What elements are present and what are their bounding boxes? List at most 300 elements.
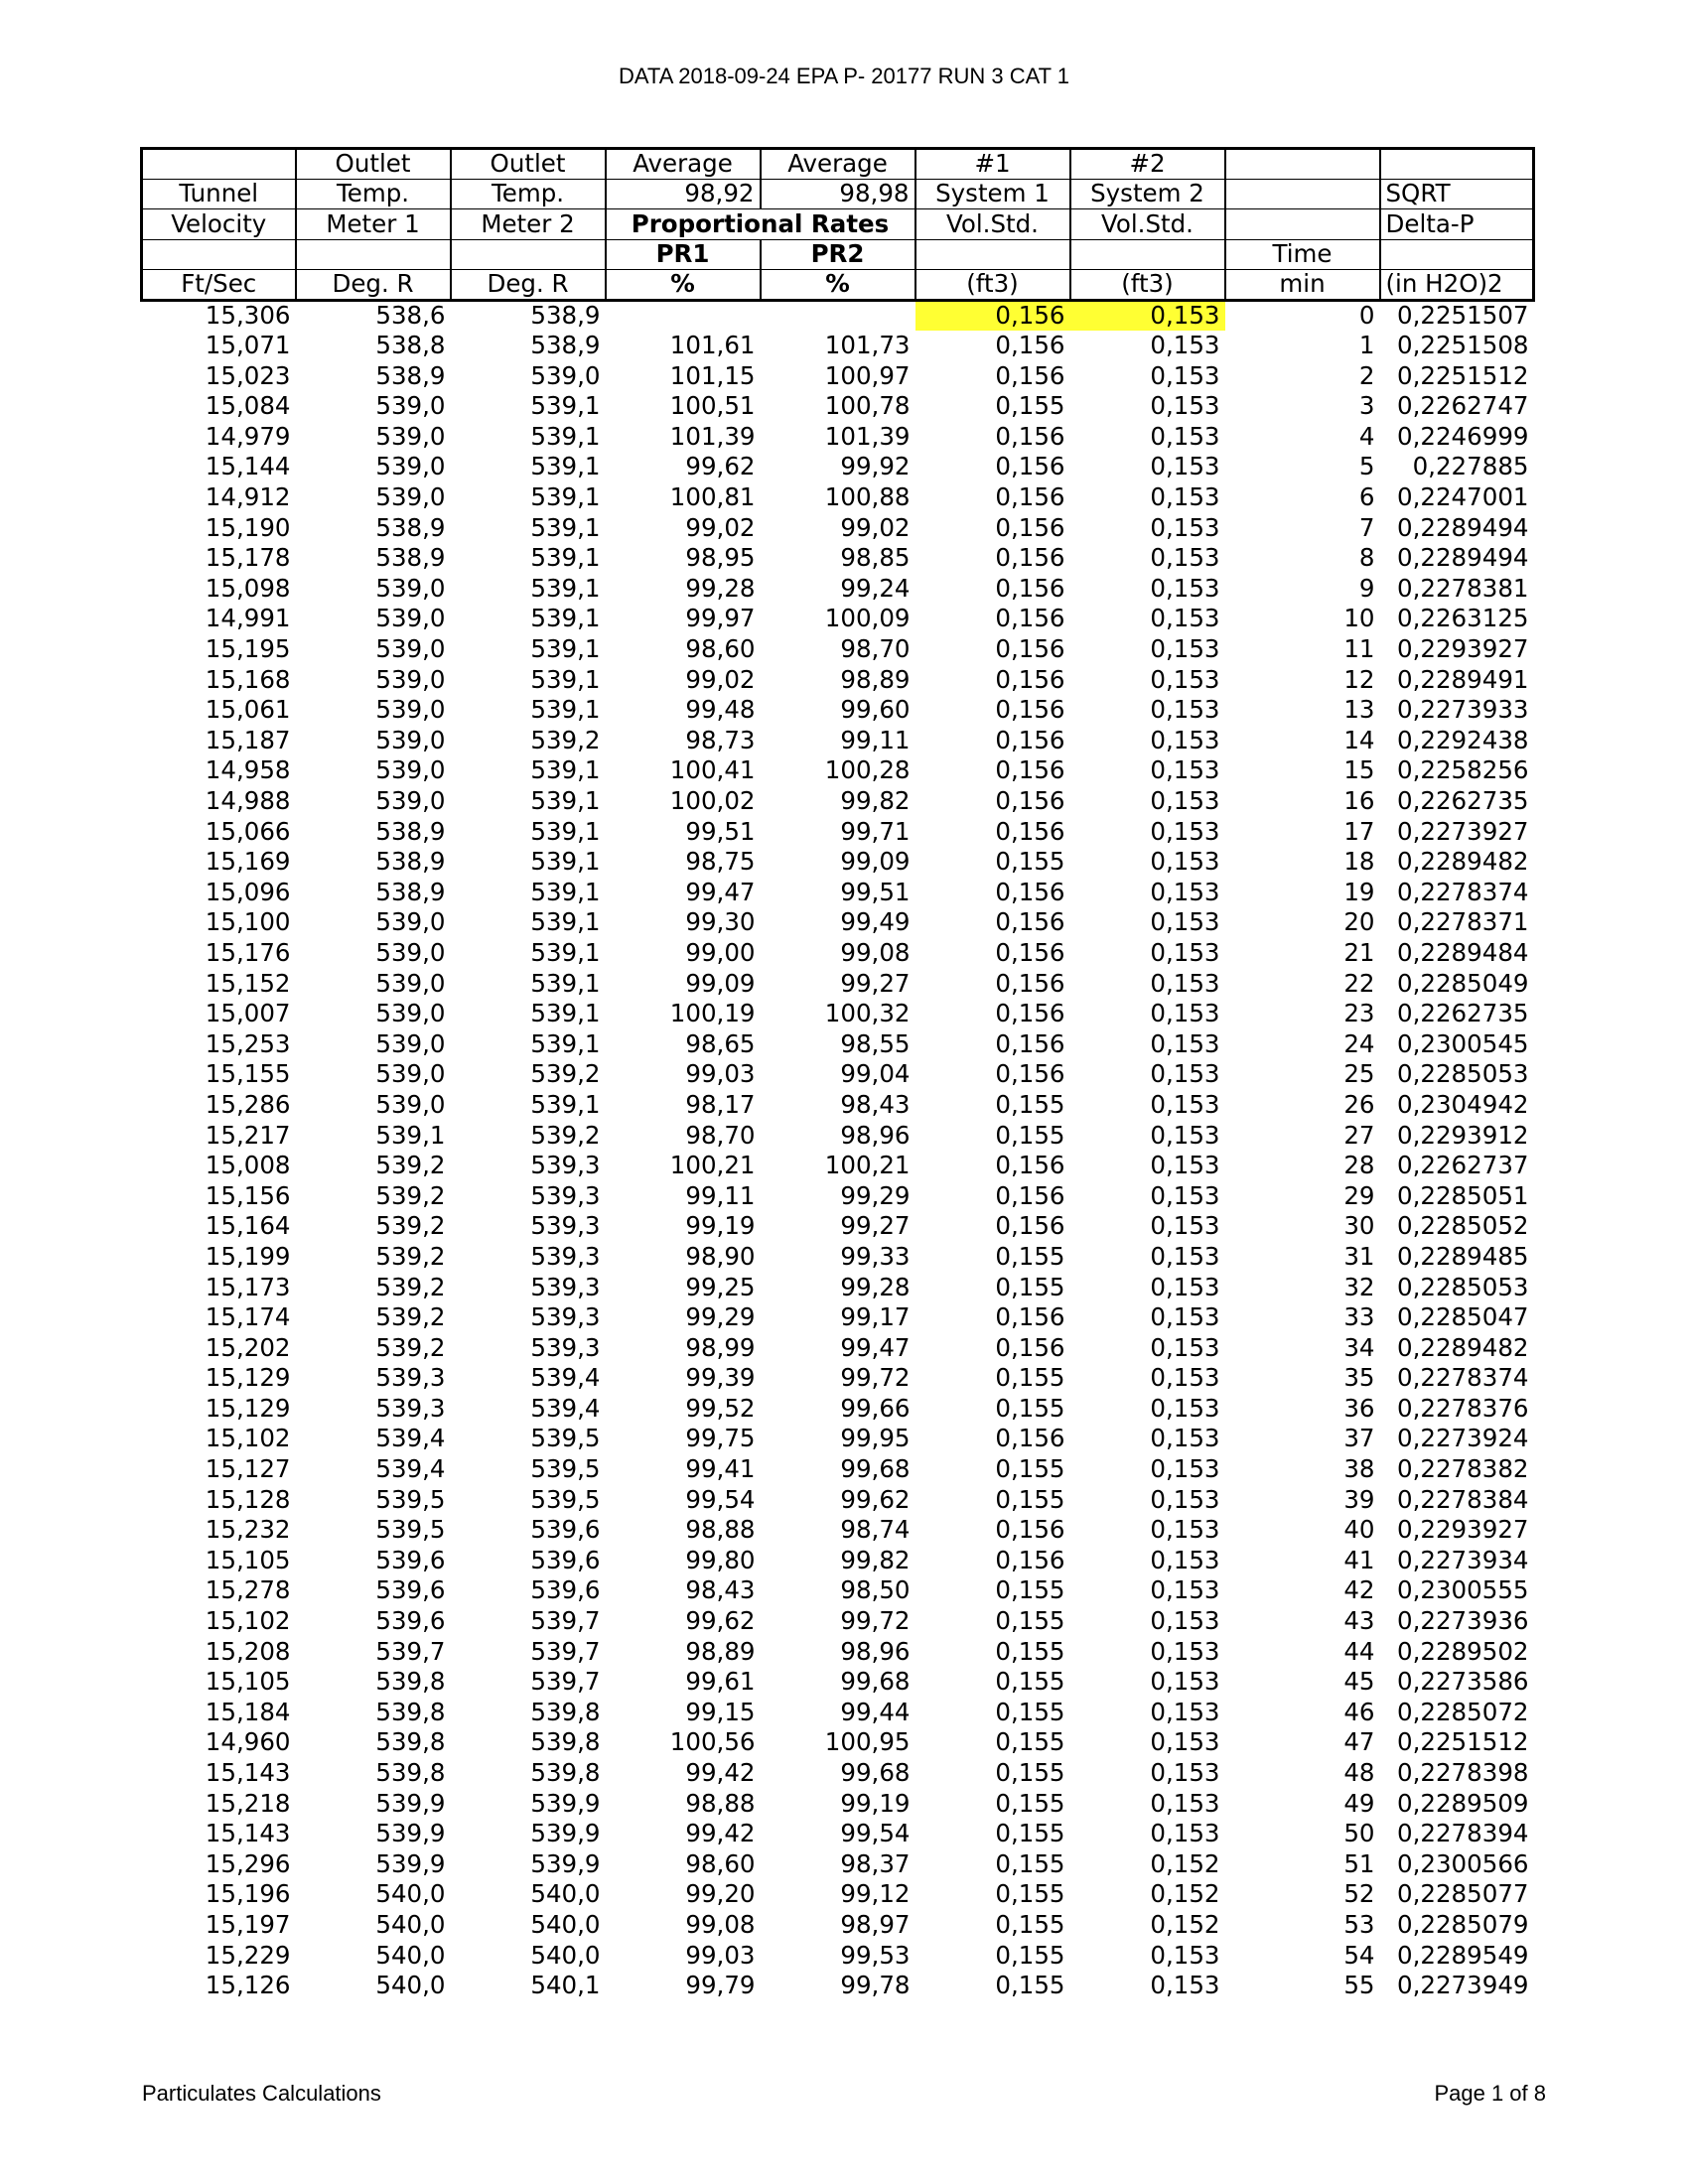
table-cell: 15,066 xyxy=(205,816,291,846)
table-cell: 540,0 xyxy=(375,1909,446,1939)
table-cell: 539,9 xyxy=(375,1788,446,1818)
table-cell: 99,61 xyxy=(685,1667,756,1697)
table-cell: 0,155 xyxy=(995,1363,1065,1393)
table-cell: 539,1 xyxy=(530,482,601,512)
table-cell: 0,153 xyxy=(1150,1575,1220,1605)
table-cell: 39 xyxy=(1343,1484,1375,1514)
table-cell: 100,41 xyxy=(669,755,756,785)
table-row xyxy=(142,1211,1534,1242)
table-cell: 53 xyxy=(1343,1909,1375,1939)
table-cell: 0,156 xyxy=(995,1180,1065,1210)
table-cell: 15,007 xyxy=(205,999,291,1028)
table-cell: 98,37 xyxy=(840,1848,911,1878)
table-cell: 0,153 xyxy=(1150,1180,1220,1210)
table-cell: 99,03 xyxy=(685,1059,756,1089)
header-cell: Time xyxy=(1225,239,1380,270)
header-row-names xyxy=(142,179,1534,209)
table-cell: 0,153 xyxy=(1150,877,1220,906)
table-row xyxy=(142,1151,1534,1181)
table-cell: 539,2 xyxy=(375,1211,446,1241)
table-cell: 99,71 xyxy=(840,816,911,846)
table-cell: 15,190 xyxy=(205,512,291,542)
table-cell: 14,991 xyxy=(205,604,291,633)
table-cell: 0,155 xyxy=(995,1393,1065,1423)
table-cell: 0,153 xyxy=(1150,907,1220,937)
table-cell: 38 xyxy=(1343,1454,1375,1484)
table-cell: 98,70 xyxy=(685,1120,756,1150)
table-cell: 0 xyxy=(1358,301,1375,331)
table-cell: 101,39 xyxy=(669,421,756,451)
table-cell: 15,096 xyxy=(205,877,291,906)
table-cell: 99,68 xyxy=(840,1454,911,1484)
table-cell: 0,153 xyxy=(1150,937,1220,967)
table-cell: 99,42 xyxy=(685,1819,756,1848)
table-cell: 539,5 xyxy=(530,1484,601,1514)
table-cell: 101,61 xyxy=(669,331,756,360)
table-cell: 0,153 xyxy=(1150,1120,1220,1150)
table-cell: 15,164 xyxy=(205,1211,291,1241)
table-cell: 540,0 xyxy=(530,1940,601,1970)
table-cell: 0,153 xyxy=(1150,968,1220,998)
table-cell: 0,2278398 xyxy=(1397,1758,1529,1788)
table-cell: 539,7 xyxy=(375,1636,446,1666)
table-cell: 0,153 xyxy=(1150,1727,1220,1757)
table-cell: 0,2262747 xyxy=(1397,391,1529,421)
table-cell: 99,19 xyxy=(840,1788,911,1818)
header-cell: Ft/Sec xyxy=(142,270,296,301)
table-cell: 98,73 xyxy=(685,725,756,754)
table-cell: 98,50 xyxy=(840,1575,911,1605)
table-cell: 0,155 xyxy=(995,1940,1065,1970)
table-cell: 100,02 xyxy=(669,786,756,816)
table-cell: 0,153 xyxy=(1150,421,1220,451)
table-cell: 0,2278374 xyxy=(1397,877,1529,906)
table-cell: 539,0 xyxy=(375,1089,446,1119)
table-cell: 0,2251512 xyxy=(1397,1727,1529,1757)
table-cell: 0,153 xyxy=(1150,512,1220,542)
table-cell: 0,155 xyxy=(995,1272,1065,1301)
table-cell: 99,95 xyxy=(840,1424,911,1453)
header-row-subnames xyxy=(142,209,1534,240)
table-cell: 15,176 xyxy=(205,937,291,967)
table-cell: 4 xyxy=(1358,421,1375,451)
table-cell: 0,2273586 xyxy=(1397,1667,1529,1697)
table-cell: 99,09 xyxy=(840,847,911,877)
table-cell: 34 xyxy=(1343,1332,1375,1362)
table-cell: 99,17 xyxy=(840,1302,911,1332)
table-cell: 15,129 xyxy=(205,1363,291,1393)
table-row xyxy=(142,665,1534,696)
table-row xyxy=(142,1758,1534,1789)
table-cell: 99,25 xyxy=(685,1272,756,1301)
table-body xyxy=(142,300,1534,2000)
table-cell: 0,2300545 xyxy=(1397,1028,1529,1058)
table-cell: 0,2278394 xyxy=(1397,1819,1529,1848)
table-cell: 539,8 xyxy=(530,1758,601,1788)
table-cell: 15,178 xyxy=(205,543,291,573)
average-pr1-value: 98,92 xyxy=(606,179,761,209)
table-cell: 15 xyxy=(1343,755,1375,785)
table-cell: 99,08 xyxy=(685,1909,756,1939)
table-cell: 0,227885 xyxy=(1412,452,1529,481)
table-cell: 99,47 xyxy=(685,877,756,906)
table-cell: 100,51 xyxy=(669,391,756,421)
table-row xyxy=(142,574,1534,605)
table-cell: 539,5 xyxy=(530,1454,601,1484)
table-cell: 0,155 xyxy=(995,1909,1065,1939)
table-cell: 539,7 xyxy=(530,1667,601,1697)
table-cell: 0,2263125 xyxy=(1397,604,1529,633)
header-cell: Outlet xyxy=(296,149,451,180)
table-cell: 0,153 xyxy=(1150,847,1220,877)
header-cell: PR1 xyxy=(606,239,761,270)
table-cell: 17 xyxy=(1343,816,1375,846)
table-row xyxy=(142,1971,1534,2001)
table-cell: 0,2293912 xyxy=(1397,1120,1529,1150)
table-cell: 0,2285053 xyxy=(1397,1059,1529,1089)
table-cell: 98,65 xyxy=(685,1028,756,1058)
table-row xyxy=(142,878,1534,908)
table-cell: 1 xyxy=(1358,331,1375,360)
table-cell: 99,82 xyxy=(840,786,911,816)
table-cell: 15,173 xyxy=(205,1272,291,1301)
table-cell: 0,155 xyxy=(995,1454,1065,1484)
table-cell: 539,0 xyxy=(375,999,446,1028)
table-cell: 540,0 xyxy=(530,1909,601,1939)
header-cell: % xyxy=(761,270,915,301)
table-cell: 0,2285051 xyxy=(1397,1180,1529,1210)
table-cell: 29 xyxy=(1343,1180,1375,1210)
table-row xyxy=(142,1941,1534,1972)
table-cell: 0,156 xyxy=(995,1424,1065,1453)
table-cell: 99,79 xyxy=(685,1971,756,2000)
table-row xyxy=(142,1333,1534,1364)
table-cell: 0,155 xyxy=(995,1758,1065,1788)
table-cell: 26 xyxy=(1343,1089,1375,1119)
table-cell: 539,3 xyxy=(530,1211,601,1241)
header-cell: Delta-P xyxy=(1380,209,1534,240)
table-row xyxy=(142,543,1534,574)
table-cell: 18 xyxy=(1343,847,1375,877)
table-cell: 0,153 xyxy=(1150,331,1220,360)
table-cell: 539,2 xyxy=(375,1180,446,1210)
table-cell: 0,153 xyxy=(1150,1545,1220,1574)
table-cell: 0,153 xyxy=(1150,482,1220,512)
table-cell: 15,202 xyxy=(205,1332,291,1362)
table-cell: 15,195 xyxy=(205,634,291,664)
table-cell: 99,68 xyxy=(840,1667,911,1697)
header-cell xyxy=(1380,239,1534,270)
table-cell: 15,278 xyxy=(205,1575,291,1605)
table-cell: 539,0 xyxy=(375,634,446,664)
average-pr2-value: 98,98 xyxy=(761,179,915,209)
table-cell: 23 xyxy=(1343,999,1375,1028)
table-cell: 539,0 xyxy=(375,907,446,937)
table-cell: 538,9 xyxy=(530,301,601,331)
table-cell: 14,958 xyxy=(205,755,291,785)
table-cell: 538,9 xyxy=(530,331,601,360)
table-cell: 15,217 xyxy=(205,1120,291,1150)
table-cell: 24 xyxy=(1343,1028,1375,1058)
table-cell: 0,156 xyxy=(995,634,1065,664)
table-cell: 43 xyxy=(1343,1606,1375,1636)
table-cell: 0,156 xyxy=(995,1332,1065,1362)
table-cell: 15,229 xyxy=(205,1940,291,1970)
table-cell: 540,0 xyxy=(375,1879,446,1909)
table-cell: 0,153 xyxy=(1150,786,1220,816)
table-row xyxy=(142,1302,1534,1333)
table-cell: 538,9 xyxy=(375,512,446,542)
table-cell: 0,155 xyxy=(995,847,1065,877)
header-row-codes xyxy=(142,239,1534,270)
table-cell: 0,2285053 xyxy=(1397,1272,1529,1301)
table-cell: 0,155 xyxy=(995,1089,1065,1119)
table-cell: 539,0 xyxy=(375,664,446,694)
table-cell: 0,156 xyxy=(995,968,1065,998)
table-cell: 0,153 xyxy=(1150,664,1220,694)
table-cell: 539,1 xyxy=(530,907,601,937)
table-cell: 540,0 xyxy=(375,1940,446,1970)
header-cell: (ft3) xyxy=(915,270,1070,301)
table-cell: 100,28 xyxy=(824,755,911,785)
header-cell: PR2 xyxy=(761,239,915,270)
table-cell: 539,4 xyxy=(375,1424,446,1453)
table-cell: 51 xyxy=(1343,1848,1375,1878)
table-cell: 0,155 xyxy=(995,1667,1065,1697)
table-cell: 0,153 xyxy=(1150,1940,1220,1970)
table-cell: 539,1 xyxy=(530,999,601,1028)
header-cell xyxy=(451,239,606,270)
table-cell: 539,1 xyxy=(530,847,601,877)
table-cell: 99,09 xyxy=(685,968,756,998)
table-cell: 15,174 xyxy=(205,1302,291,1332)
table-cell: 0,2273924 xyxy=(1397,1424,1529,1453)
table-cell: 0,2278374 xyxy=(1397,1363,1529,1393)
table-row xyxy=(142,1059,1534,1090)
table-cell: 0,153 xyxy=(1150,573,1220,603)
table-cell: 14,988 xyxy=(205,786,291,816)
table-cell: 16 xyxy=(1343,786,1375,816)
table-cell: 539,9 xyxy=(530,1819,601,1848)
header-cell: Deg. R xyxy=(451,270,606,301)
table-cell: 0,153 xyxy=(1150,1484,1220,1514)
table-cell: 0,153 xyxy=(1150,360,1220,390)
table-cell: 40 xyxy=(1343,1515,1375,1545)
table-row xyxy=(142,1910,1534,1941)
table-cell: 539,2 xyxy=(530,1059,601,1089)
table-cell: 0,153 xyxy=(1150,1515,1220,1545)
table-cell: 99,78 xyxy=(840,1971,911,2000)
table-cell: 98,88 xyxy=(685,1788,756,1818)
header-cell xyxy=(296,239,451,270)
table-cell: 0,2285077 xyxy=(1397,1879,1529,1909)
table-cell: 0,156 xyxy=(995,937,1065,967)
table-cell: 99,11 xyxy=(685,1180,756,1210)
table-cell: 20 xyxy=(1343,907,1375,937)
table-cell: 0,156 xyxy=(995,331,1065,360)
table-cell: 539,2 xyxy=(375,1272,446,1301)
table-cell: 99,49 xyxy=(840,907,911,937)
header-cell xyxy=(915,239,1070,270)
table-cell: 99,82 xyxy=(840,1545,911,1574)
table-cell: 539,0 xyxy=(375,786,446,816)
table-cell: 0,153 xyxy=(1150,816,1220,846)
table-cell: 0,155 xyxy=(995,1971,1065,2000)
table-cell: 48 xyxy=(1343,1758,1375,1788)
table-cell: 99,62 xyxy=(685,452,756,481)
table-cell: 539,1 xyxy=(530,786,601,816)
table-cell: 538,6 xyxy=(375,301,446,331)
table-cell: 0,153 xyxy=(1150,1332,1220,1362)
table-cell: 99,19 xyxy=(685,1211,756,1241)
table-cell: 0,155 xyxy=(995,1697,1065,1726)
table-cell: 98,60 xyxy=(685,1848,756,1878)
header-cell: min xyxy=(1225,270,1380,301)
header-cell xyxy=(1225,149,1380,180)
table-cell: 15,008 xyxy=(205,1151,291,1180)
table-cell: 539,1 xyxy=(530,543,601,573)
table-cell: 36 xyxy=(1343,1393,1375,1423)
header-cell xyxy=(1225,209,1380,240)
table-cell: 98,74 xyxy=(840,1515,911,1545)
table-cell: 98,99 xyxy=(685,1332,756,1362)
table-cell: 0,155 xyxy=(995,1606,1065,1636)
table-cell: 0,153 xyxy=(1150,634,1220,664)
header-cell xyxy=(1380,149,1534,180)
table-cell: 539,3 xyxy=(530,1151,601,1180)
table-cell: 0,156 xyxy=(995,452,1065,481)
table-cell: 0,155 xyxy=(995,1120,1065,1150)
table-cell: 25 xyxy=(1343,1059,1375,1089)
table-cell: 11 xyxy=(1343,634,1375,664)
header-cell: Meter 2 xyxy=(451,209,606,240)
table-cell: 99,66 xyxy=(840,1393,911,1423)
table-cell: 0,2262735 xyxy=(1397,999,1529,1028)
table-cell: 21 xyxy=(1343,937,1375,967)
table-cell: 98,90 xyxy=(685,1241,756,1271)
table-cell: 0,2262735 xyxy=(1397,786,1529,816)
table-cell: 22 xyxy=(1343,968,1375,998)
table-row xyxy=(142,422,1534,453)
table-row xyxy=(142,1454,1534,1485)
table-cell: 0,2289494 xyxy=(1397,543,1529,573)
table-cell: 539,5 xyxy=(375,1515,446,1545)
table-cell: 0,2285052 xyxy=(1397,1211,1529,1241)
table-cell: 54 xyxy=(1343,1940,1375,1970)
table-cell: 0,2278371 xyxy=(1397,907,1529,937)
table-cell: 539,1 xyxy=(530,1028,601,1058)
table-cell: 0,156 xyxy=(995,543,1065,573)
table-cell: 0,2273949 xyxy=(1397,1971,1529,2000)
footer-title: Particulates Calculations xyxy=(142,2081,381,2106)
table-cell: 33 xyxy=(1343,1302,1375,1332)
table-cell: 15,023 xyxy=(205,360,291,390)
table-cell: 98,70 xyxy=(840,634,911,664)
table-cell: 539,1 xyxy=(530,816,601,846)
proportional-rates-label: Proportional Rates xyxy=(606,209,915,240)
table-cell: 539,0 xyxy=(375,1059,446,1089)
table-cell: 539,3 xyxy=(530,1180,601,1210)
table-cell: 100,19 xyxy=(669,999,756,1028)
table-cell: 15,152 xyxy=(205,968,291,998)
table-row xyxy=(142,1637,1534,1668)
table-cell: 98,96 xyxy=(840,1636,911,1666)
table-cell: 99,75 xyxy=(685,1424,756,1453)
table-cell: 0,153 xyxy=(1150,543,1220,573)
table-cell: 27 xyxy=(1343,1120,1375,1150)
table-cell: 99,62 xyxy=(840,1484,911,1514)
table-cell: 12 xyxy=(1343,664,1375,694)
table-cell: 0,153 xyxy=(1150,725,1220,754)
table-cell: 0,2285049 xyxy=(1397,968,1529,998)
table-cell: 0,156 xyxy=(995,907,1065,937)
table-row xyxy=(142,1727,1534,1758)
table-cell: 99,72 xyxy=(840,1606,911,1636)
table-cell: 2 xyxy=(1358,360,1375,390)
table-cell: 15,105 xyxy=(205,1667,291,1697)
table-cell: 0,2300566 xyxy=(1397,1848,1529,1878)
table-cell: 0,2273927 xyxy=(1397,816,1529,846)
table-cell: 539,9 xyxy=(530,1848,601,1878)
table-row xyxy=(142,1849,1534,1880)
table-cell: 0,155 xyxy=(995,1575,1065,1605)
table-cell: 98,96 xyxy=(840,1120,911,1150)
table-cell: 0,153 xyxy=(1150,1606,1220,1636)
table-row xyxy=(142,1394,1534,1425)
table-cell: 10 xyxy=(1343,604,1375,633)
table-row xyxy=(142,482,1534,513)
table-cell: 0,152 xyxy=(1150,1909,1220,1939)
table-cell: 539,1 xyxy=(530,421,601,451)
table-cell: 101,73 xyxy=(824,331,911,360)
table-cell: 539,1 xyxy=(530,695,601,725)
table-cell: 9 xyxy=(1358,573,1375,603)
table-cell: 0,156 xyxy=(995,877,1065,906)
table-cell: 99,12 xyxy=(840,1879,911,1909)
table-row xyxy=(142,1789,1534,1820)
table-cell: 0,153 xyxy=(1150,1697,1220,1726)
table-cell: 539,0 xyxy=(375,482,446,512)
table-cell: 99,02 xyxy=(685,512,756,542)
table-cell: 99,00 xyxy=(685,937,756,967)
table-cell: 539,1 xyxy=(530,634,601,664)
table-cell: 15,197 xyxy=(205,1909,291,1939)
table-cell: 539,9 xyxy=(530,1788,601,1818)
table-cell: 15,196 xyxy=(205,1879,291,1909)
table-cell: 99,62 xyxy=(685,1606,756,1636)
table-cell: 0,156 xyxy=(995,816,1065,846)
table-cell: 31 xyxy=(1343,1241,1375,1271)
header-cell: Outlet xyxy=(451,149,606,180)
table-cell: 99,72 xyxy=(840,1363,911,1393)
table-cell: 539,8 xyxy=(375,1758,446,1788)
table-cell: 0,156 xyxy=(995,482,1065,512)
table-cell: 0,2289509 xyxy=(1397,1788,1529,1818)
table-cell: 539,9 xyxy=(375,1848,446,1878)
table-cell: 539,7 xyxy=(530,1606,601,1636)
table-cell: 0,155 xyxy=(995,1879,1065,1909)
table-cell: 539,6 xyxy=(530,1575,601,1605)
table-cell: 0,153 xyxy=(1150,391,1220,421)
table-cell: 49 xyxy=(1343,1788,1375,1818)
table-row xyxy=(142,1242,1534,1273)
table-cell: 0,2292438 xyxy=(1397,725,1529,754)
table-cell xyxy=(761,300,915,331)
table-cell: 98,17 xyxy=(685,1089,756,1119)
table-row xyxy=(142,391,1534,422)
table-cell: 99,27 xyxy=(840,1211,911,1241)
table-cell: 0,153 xyxy=(1150,1971,1220,2000)
